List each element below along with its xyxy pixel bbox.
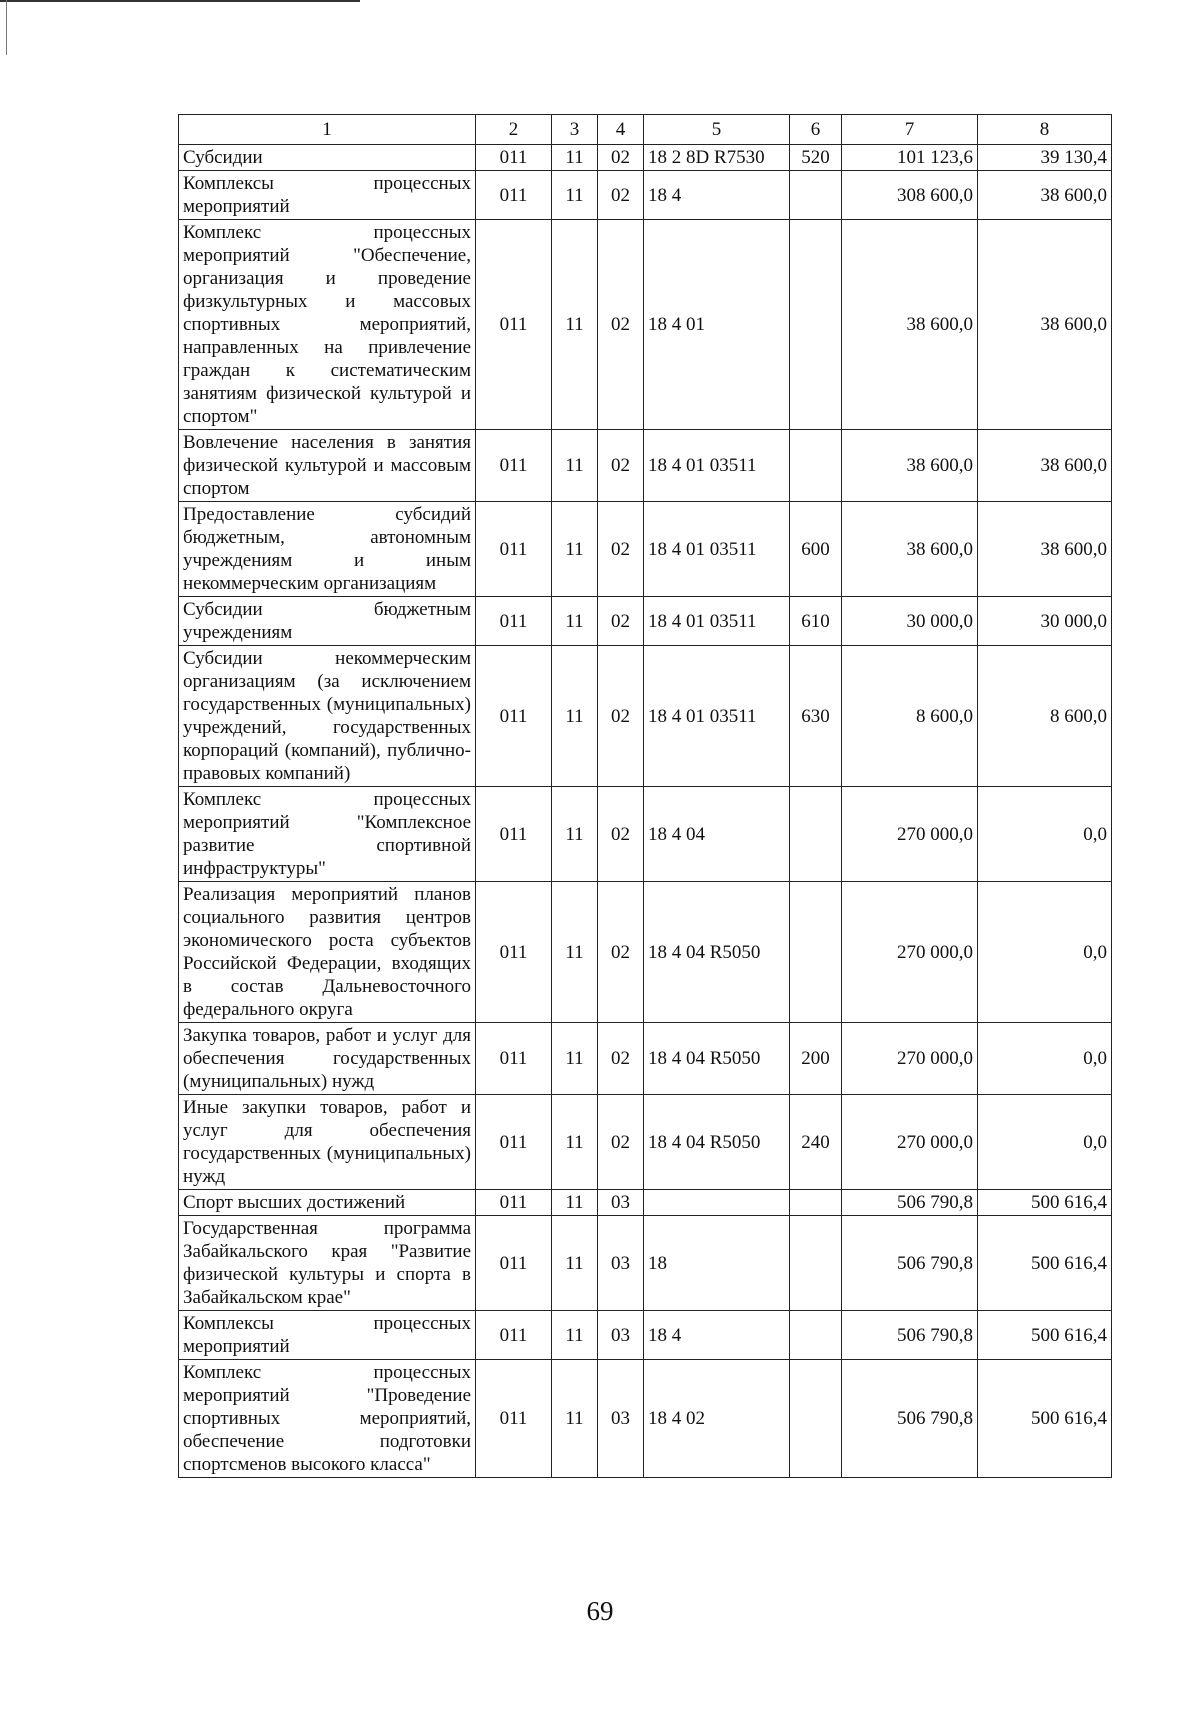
amount-cell: 0,0 (978, 882, 1112, 1023)
item-name-cell: Предоставление субсидий бюджетным, автономным учреждениям и иным некоммерческим организациям (179, 502, 476, 597)
table-row (179, 220, 1112, 430)
section-code-cell: 11 (552, 171, 598, 220)
table-row (179, 1360, 1112, 1478)
amount-cell: 506 790,8 (842, 1360, 978, 1478)
subsection-code-cell: 02 (598, 220, 644, 430)
item-name-cell: Комплексы процессных мероприятий (179, 171, 476, 220)
scan-artifact-line (6, 0, 7, 55)
section-code-cell: 11 (552, 430, 598, 502)
item-name-cell: Государственная программа Забайкальского края "Развитие физической культуры и спорта в Забайкальском крае" (179, 1216, 476, 1311)
amount-cell: 39 130,4 (978, 145, 1112, 171)
amount-cell: 270 000,0 (842, 1023, 978, 1095)
subsection-code-cell: 03 (598, 1360, 644, 1478)
target-article-cell: 18 4 04 (644, 787, 790, 882)
item-name-cell: Спорт высших достижений (179, 1190, 476, 1216)
target-article-cell: 18 4 04 R5050 (644, 1095, 790, 1190)
table-row (179, 1311, 1112, 1360)
ministry-code-cell: 011 (476, 1023, 552, 1095)
subsection-code-cell: 02 (598, 597, 644, 646)
column-header: 6 (790, 115, 842, 145)
table-row (179, 1095, 1112, 1190)
section-code-cell: 11 (552, 1311, 598, 1360)
subsection-code-cell: 03 (598, 1216, 644, 1311)
target-article-cell: 18 4 04 R5050 (644, 1023, 790, 1095)
amount-cell: 308 600,0 (842, 171, 978, 220)
subsection-code-cell: 02 (598, 646, 644, 787)
expense-type-cell: 600 (790, 502, 842, 597)
amount-cell: 506 790,8 (842, 1311, 978, 1360)
expense-type-cell (790, 220, 842, 430)
item-name-cell: Комплекс процессных мероприятий "Комплексное развитие спортивной инфраструктуры" (179, 787, 476, 882)
column-header: 3 (552, 115, 598, 145)
section-code-cell: 11 (552, 145, 598, 171)
subsection-code-cell: 02 (598, 502, 644, 597)
target-article-cell: 18 2 8D R7530 (644, 145, 790, 171)
amount-cell: 38 600,0 (978, 502, 1112, 597)
expense-type-cell (790, 1311, 842, 1360)
column-header: 5 (644, 115, 790, 145)
ministry-code-cell: 011 (476, 430, 552, 502)
section-code-cell: 11 (552, 882, 598, 1023)
subsection-code-cell: 02 (598, 1095, 644, 1190)
target-article-cell: 18 4 01 03511 (644, 646, 790, 787)
section-code-cell: 11 (552, 1360, 598, 1478)
target-article-cell (644, 1190, 790, 1216)
expense-type-cell: 630 (790, 646, 842, 787)
ministry-code-cell: 011 (476, 1311, 552, 1360)
table-row (179, 1190, 1112, 1216)
expense-type-cell (790, 787, 842, 882)
ministry-code-cell: 011 (476, 1216, 552, 1311)
table-row (179, 1216, 1112, 1311)
amount-cell: 30 000,0 (978, 597, 1112, 646)
table-row (179, 171, 1112, 220)
subsection-code-cell: 03 (598, 1190, 644, 1216)
item-name-cell: Комплексы процессных мероприятий (179, 1311, 476, 1360)
section-code-cell: 11 (552, 1216, 598, 1311)
expense-type-cell (790, 882, 842, 1023)
table-row (179, 597, 1112, 646)
subsection-code-cell: 02 (598, 787, 644, 882)
amount-cell: 30 000,0 (842, 597, 978, 646)
item-name-cell: Реализация мероприятий планов социального развития центров экономического роста субъектов Российской Федерации, входящих в состав Дальневосточного федерального округа (179, 882, 476, 1023)
ministry-code-cell: 011 (476, 882, 552, 1023)
section-code-cell: 11 (552, 1190, 598, 1216)
ministry-code-cell: 011 (476, 502, 552, 597)
amount-cell: 506 790,8 (842, 1190, 978, 1216)
ministry-code-cell: 011 (476, 787, 552, 882)
amount-cell: 500 616,4 (978, 1216, 1112, 1311)
section-code-cell: 11 (552, 597, 598, 646)
table-row (179, 430, 1112, 502)
table-row (179, 1023, 1112, 1095)
section-code-cell: 11 (552, 220, 598, 430)
section-code-cell: 11 (552, 787, 598, 882)
column-header: 1 (179, 115, 476, 145)
expense-type-cell: 240 (790, 1095, 842, 1190)
expense-type-cell: 520 (790, 145, 842, 171)
item-name-cell: Субсидии (179, 145, 476, 171)
target-article-cell: 18 4 (644, 171, 790, 220)
subsection-code-cell: 03 (598, 1311, 644, 1360)
amount-cell: 8 600,0 (842, 646, 978, 787)
table-row (179, 502, 1112, 597)
amount-cell: 0,0 (978, 1095, 1112, 1190)
table-body (179, 145, 1112, 1478)
expense-type-cell (790, 430, 842, 502)
subsection-code-cell: 02 (598, 145, 644, 171)
amount-cell: 500 616,4 (978, 1360, 1112, 1478)
item-name-cell: Иные закупки товаров, работ и услуг для обеспечения государственных (муниципальных) нужд (179, 1095, 476, 1190)
target-article-cell: 18 4 01 03511 (644, 430, 790, 502)
ministry-code-cell: 011 (476, 171, 552, 220)
amount-cell: 506 790,8 (842, 1216, 978, 1311)
amount-cell: 38 600,0 (842, 430, 978, 502)
table-header (179, 115, 1112, 145)
amount-cell: 38 600,0 (978, 430, 1112, 502)
section-code-cell: 11 (552, 502, 598, 597)
table-row (179, 882, 1112, 1023)
ministry-code-cell: 011 (476, 220, 552, 430)
expense-type-cell: 200 (790, 1023, 842, 1095)
expense-type-cell (790, 1360, 842, 1478)
amount-cell: 38 600,0 (842, 220, 978, 430)
ministry-code-cell: 011 (476, 1190, 552, 1216)
ministry-code-cell: 011 (476, 646, 552, 787)
subsection-code-cell: 02 (598, 882, 644, 1023)
ministry-code-cell: 011 (476, 145, 552, 171)
ministry-code-cell: 011 (476, 1360, 552, 1478)
expense-type-cell (790, 1190, 842, 1216)
target-article-cell: 18 4 01 03511 (644, 502, 790, 597)
item-name-cell: Субсидии бюджетным учреждениям (179, 597, 476, 646)
page-number: 69 (586, 1596, 614, 1626)
amount-cell: 270 000,0 (842, 787, 978, 882)
subsection-code-cell: 02 (598, 430, 644, 502)
amount-cell: 38 600,0 (978, 220, 1112, 430)
section-code-cell: 11 (552, 646, 598, 787)
section-code-cell: 11 (552, 1095, 598, 1190)
amount-cell: 38 600,0 (978, 171, 1112, 220)
budget-table (178, 114, 1112, 1478)
table-row (179, 787, 1112, 882)
target-article-cell: 18 4 (644, 1311, 790, 1360)
expense-type-cell: 610 (790, 597, 842, 646)
scan-artifact-line (0, 0, 360, 2)
item-name-cell: Вовлечение населения в занятия физической культурой и массовым спортом (179, 430, 476, 502)
amount-cell: 500 616,4 (978, 1190, 1112, 1216)
amount-cell: 0,0 (978, 787, 1112, 882)
expense-type-cell (790, 1216, 842, 1311)
section-code-cell: 11 (552, 1023, 598, 1095)
table-row (179, 145, 1112, 171)
column-header: 8 (978, 115, 1112, 145)
target-article-cell: 18 4 01 03511 (644, 597, 790, 646)
amount-cell: 0,0 (978, 1023, 1112, 1095)
target-article-cell: 18 4 04 R5050 (644, 882, 790, 1023)
table-row (179, 646, 1112, 787)
amount-cell: 270 000,0 (842, 882, 978, 1023)
column-header: 7 (842, 115, 978, 145)
target-article-cell: 18 (644, 1216, 790, 1311)
item-name-cell: Комплекс процессных мероприятий "Обеспечение, организация и проведение физкультурных и массовых спортивных мероприятий, направленных на привлечение граждан к систематическим занятиям физической культурой и спортом" (179, 220, 476, 430)
target-article-cell: 18 4 02 (644, 1360, 790, 1478)
amount-cell: 38 600,0 (842, 502, 978, 597)
expense-type-cell (790, 171, 842, 220)
subsection-code-cell: 02 (598, 171, 644, 220)
amount-cell: 270 000,0 (842, 1095, 978, 1190)
amount-cell: 8 600,0 (978, 646, 1112, 787)
amount-cell: 500 616,4 (978, 1311, 1112, 1360)
item-name-cell: Закупка товаров, работ и услуг для обеспечения государственных (муниципальных) нужд (179, 1023, 476, 1095)
ministry-code-cell: 011 (476, 1095, 552, 1190)
target-article-cell: 18 4 01 (644, 220, 790, 430)
item-name-cell: Комплекс процессных мероприятий "Проведение спортивных мероприятий, обеспечение подготовки спортсменов высокого класса" (179, 1360, 476, 1478)
header-row (179, 115, 1112, 145)
item-name-cell: Субсидии некоммерческим организациям (за исключением государственных (муниципальных) учреждений, государственных корпораций (компаний), публично-правовых компаний) (179, 646, 476, 787)
subsection-code-cell: 02 (598, 1023, 644, 1095)
amount-cell: 101 123,6 (842, 145, 978, 171)
ministry-code-cell: 011 (476, 597, 552, 646)
column-header: 4 (598, 115, 644, 145)
column-header: 2 (476, 115, 552, 145)
